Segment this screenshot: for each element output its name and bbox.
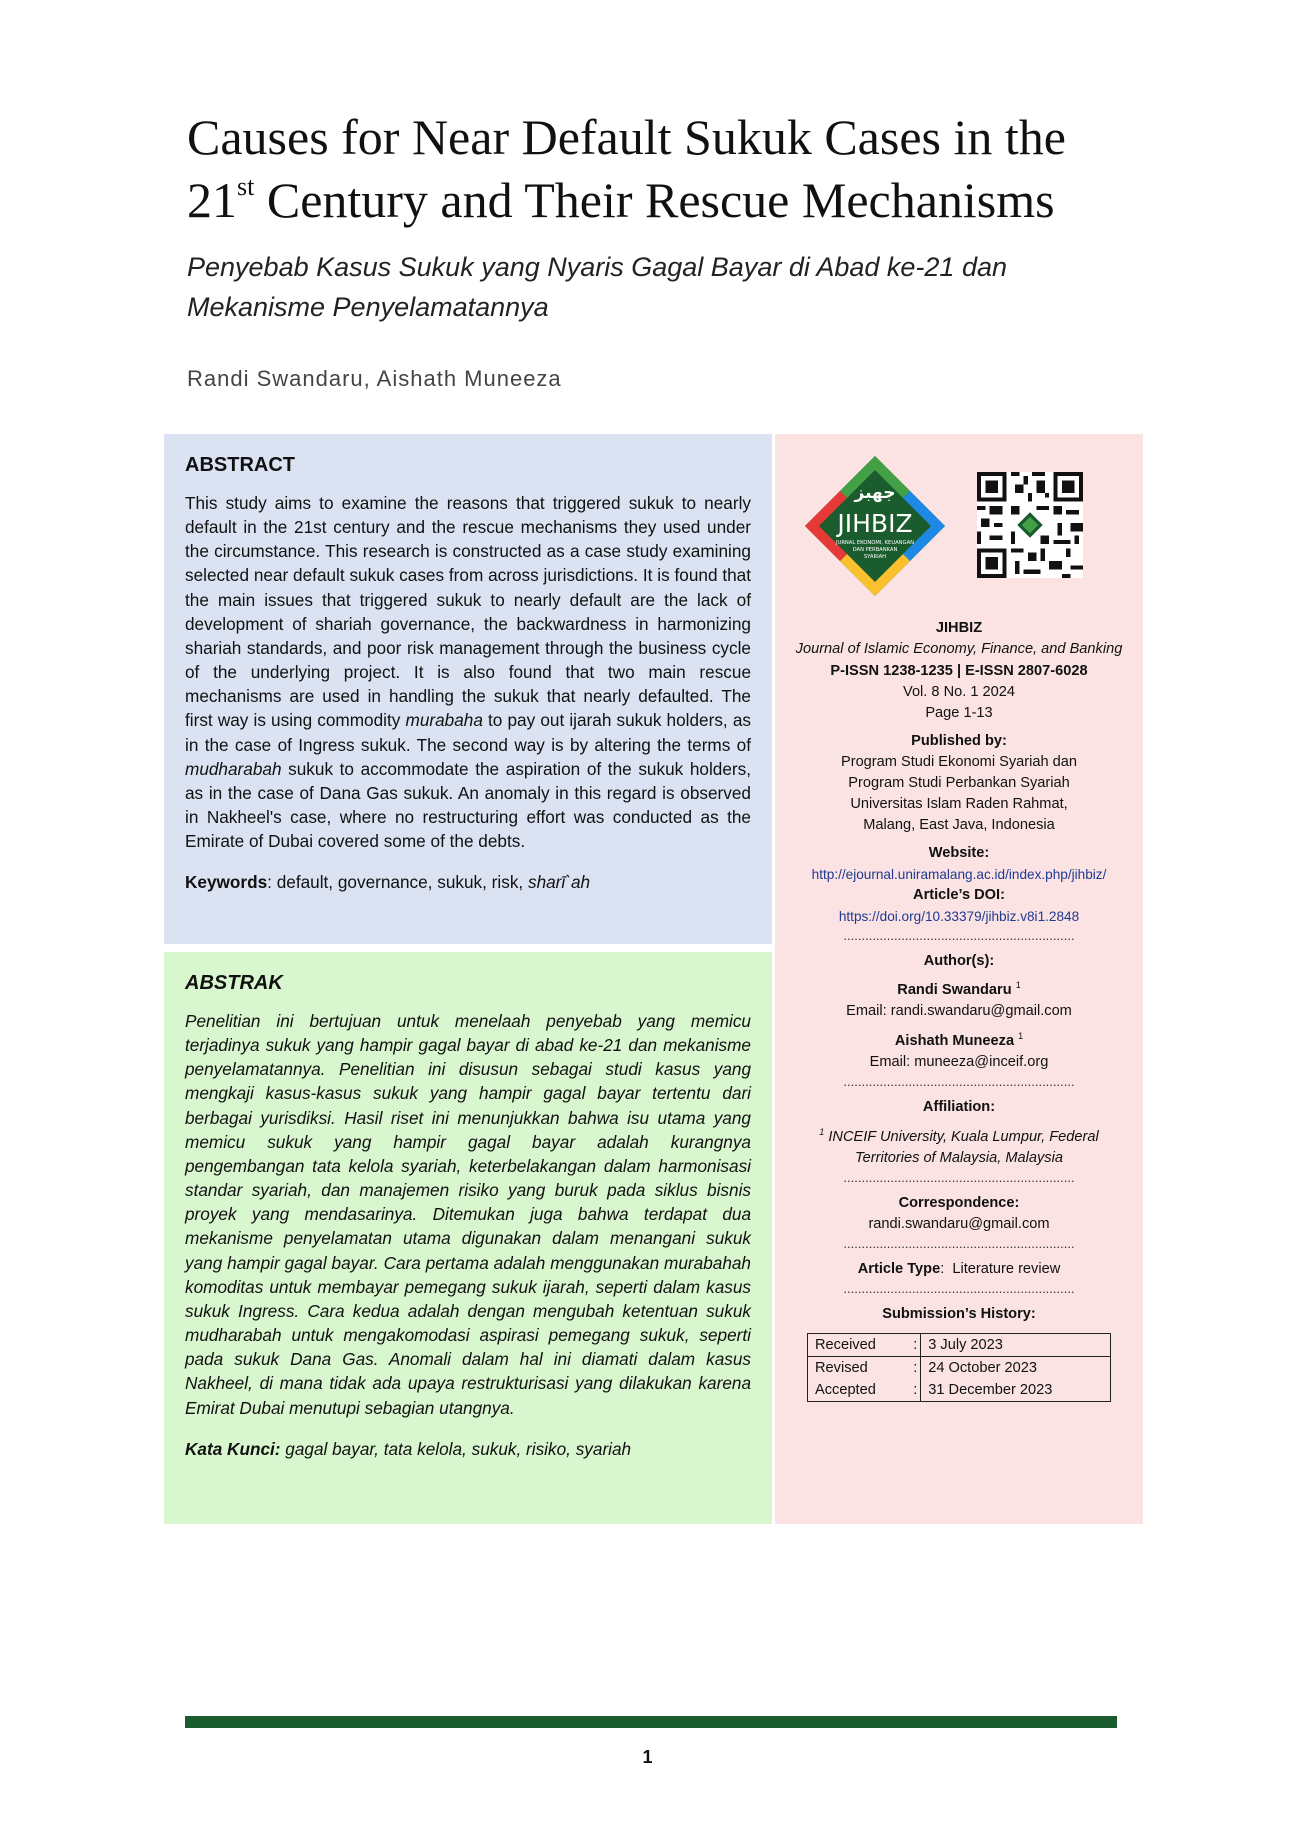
footer-bar [185,1716,1117,1728]
title-line-1: Causes for Near Default Sukuk Cases in the [187,109,1066,165]
affiliation-line-1 [775,1122,1143,1148]
publisher-line-4: Malang, East Java, Indonesia [863,817,1055,833]
article-type-label: Article Type [857,1260,941,1277]
author-2-name: Aishath Muneeza [894,1032,1015,1049]
website-label: Website: [928,845,990,861]
pages: Page 1-13 [925,705,993,721]
abstract-term-murabaha: murabaha [405,710,483,731]
publisher-line-1: Program Studi Ekonomi Syariah dan [840,754,1078,770]
logo-tagline-2: DAN PERBANKAN [852,547,898,553]
page-number: 1 [642,1747,653,1767]
abstract-english-panel [164,434,772,944]
affiliation-sup: 1 [819,1126,825,1137]
abstract-text-part-3: sukuk to accommodate the aspiration of the sukuk holders, as in the case of Dana Gas sukuk. An anomaly in this regard is observed in Nakheel's case, where no restructuring effort was conducted as the Emirate of Dubai covered some of the debts. [185,758,751,852]
history-date-revised: 24 October 2023 [921,1356,1111,1379]
author-1-email: Email: randi.swandaru@gmail.com [846,1002,1072,1019]
correspondence-label: Correspondence: [898,1194,1020,1211]
history-row [808,1379,1111,1402]
keywords-last-term: sharī`ah [527,872,591,893]
author-2-sup: 1 [1018,1030,1024,1041]
publisher-line-2: Program Studi Perbankan Syariah [848,775,1070,791]
abstract-text-part-2: to pay out ijarah sukuk holders, as in the case of Ingress sukuk. The second way is by altering the terms of [185,710,751,755]
title-line-2-rest: Century and Their Rescue Mechanisms [254,172,1055,228]
logo-tagline-1: JURNAL EKONOMI, KEUANGAN [836,540,914,546]
author-1 [775,975,1143,1001]
abstract-term-mudharabah: mudharabah [185,758,282,779]
subtitle-line-1: Penyebab Kasus Sukuk yang Nyaris Gagal Bayar di Abad ke-21 dan [187,252,1007,282]
history-colon: : [913,1381,918,1398]
issn: P-ISSN 1238-1235 | E-ISSN 2807-6028 [830,663,1088,679]
article-info-sidebar [775,434,1143,1524]
history-date-accepted: 31 December 2023 [921,1379,1111,1402]
abstrak-heading: ABSTRAK [185,972,283,994]
article-type: Article Type: Literature review [857,1260,1061,1277]
doi-link[interactable]: https://doi.org/10.33379/jihbiz.v8i1.2848 [838,909,1080,924]
kata-kunci-label: Kata Kunci: [185,1438,281,1459]
logo-tagline-3: SYARIAH [863,554,887,560]
jihbiz-logo-icon [801,452,949,600]
affiliation-line-2: Territories of Malaysia, Malaysia [855,1149,1063,1166]
qr-code-icon[interactable] [977,472,1083,578]
paper-title [187,106,1127,232]
abstract-indonesian-panel [164,952,772,1524]
keywords-text: : default, governance, sukuk, risk, [267,872,528,893]
history-label-accepted: Accepted [815,1381,876,1398]
paper-authors: Randi Swandaru, Aishath Muneeza [187,366,562,391]
journal-full-name: Journal of Islamic Economy, Finance, and Banking [795,641,1123,657]
history-row [808,1333,1111,1356]
journal-name: JIHBIZ [935,620,983,636]
title-line-2-number: 21 [187,172,237,228]
volume: Vol. 8 No. 1 2024 [903,684,1015,700]
title-superscript: st [237,172,255,201]
kata-kunci-text: gagal bayar, tata kelola, sukuk, risiko, syariah [280,1438,632,1459]
history-date-received: 3 July 2023 [921,1333,1111,1356]
affiliation-text-1: INCEIF University, Kuala Lumpur, Federal [828,1128,1099,1145]
keywords-label: Keywords [185,872,268,893]
separator: ................................................................ [843,1280,1075,1296]
abstract-body [185,491,751,853]
article-type-value: Literature review [952,1260,1061,1277]
logo-arabic-text: جهبز [854,483,896,503]
article-info [775,618,1143,1402]
separator: ................................................................ [843,1169,1075,1185]
history-colon: : [910,1333,921,1356]
abstract-text-part-1: This study aims to examine the reasons that triggered sukuk to nearly default in the 21st century and the rescue mechanisms they used under the circumstance. This research is constructed as a case study examining selected near default sukuk cases from across jurisdictions. It is found that the main issues that triggered sukuk to nearly default are the lack of development of shariah governance, the backwardness in harmonizing shariah standards, and poor risk management through the business cycle of the underlying project. It is also found that two main rescue mechanisms are used in handling the sukuk that nearly defaulted. The first way is using commodity [185,493,751,731]
history-label: Submission’s History: [882,1305,1036,1322]
paper-subtitle [187,247,1087,327]
history-colon: : [913,1359,918,1376]
abstrak-keywords [185,1439,751,1460]
separator: ................................................................ [843,1073,1075,1089]
website-link[interactable]: http://ejournal.uniramalang.ac.id/index.php/jihbiz/ [811,867,1107,882]
separator: ................................................................ [843,928,1075,943]
abstrak-body: Penelitian ini bertujuan untuk menelaah penyebab yang memicu terjadinya sukuk yang hampir gagal bayar di abad ke-21 dan mekanisme penyelamatannya. Penelitian ini disusun sebagai studi kasus yang mengkaji kasus-kasus sukuk yang hampir gagal bayar tertentu dari berbagai yurisdiksi. Hasil riset ini menunjukkan bahwa isu utama yang memicu sukuk yang hampir gagal bayar adalah kurangnya pengembangan tata kelola syariah, keterbelakangan dalam harmonisasi standar syariah, dan manajemen risiko yang buruk pada siklus bisnis proyek yang mendasarinya. Ditemukan juga bahwa terdapat dua mekanisme penyelamatan utama digunakan dalam menangani sukuk yang hampir gagal bayar. Cara pertama adalah menggunakan murabahah komoditas untuk membayar pemegang sukuk ijarah, seperti dalam kasus sukuk Ingress. Cara kedua adalah dengan mengubah ketentuan sukuk mudharabah untuk mengakomodasi aspirasi pemegang sukuk, seperti pada sukuk Dana Gas. Anomali dalam hal ini diamati dalam kasus Nakheel, di mana tidak ada upaya restrukturisasi yang dilakukan karena Emirat Dubai menutupi sebagian utangnya. [185,1011,751,1418]
correspondence-email: randi.swandaru@gmail.com [868,1215,1050,1232]
history-row [808,1356,1111,1379]
author-1-sup: 1 [1015,980,1021,990]
affiliation-label: Affiliation: [922,1098,996,1115]
author-1-name: Randi Swandaru [897,981,1012,998]
author-2 [775,1026,1143,1052]
doi-label: Article’s DOI: [913,887,1005,903]
published-by-label: Published by: [911,733,1007,749]
authors-label: Author(s): [923,953,995,969]
publisher-line-3: Universitas Islam Raden Rahmat, [850,796,1068,812]
abstract-heading: ABSTRACT [185,454,295,476]
history-label-received: Received [808,1333,911,1356]
submission-history-table [807,1333,1111,1402]
author-2-email: Email: muneeza@inceif.org [869,1053,1049,1070]
separator: ................................................................ [843,1235,1075,1251]
subtitle-line-2: Mekanisme Penyelamatannya [187,292,549,322]
abstract-keywords [185,872,751,893]
history-label-revised: Revised [815,1359,868,1376]
logo-name-text: JIHBIZ [837,509,913,538]
